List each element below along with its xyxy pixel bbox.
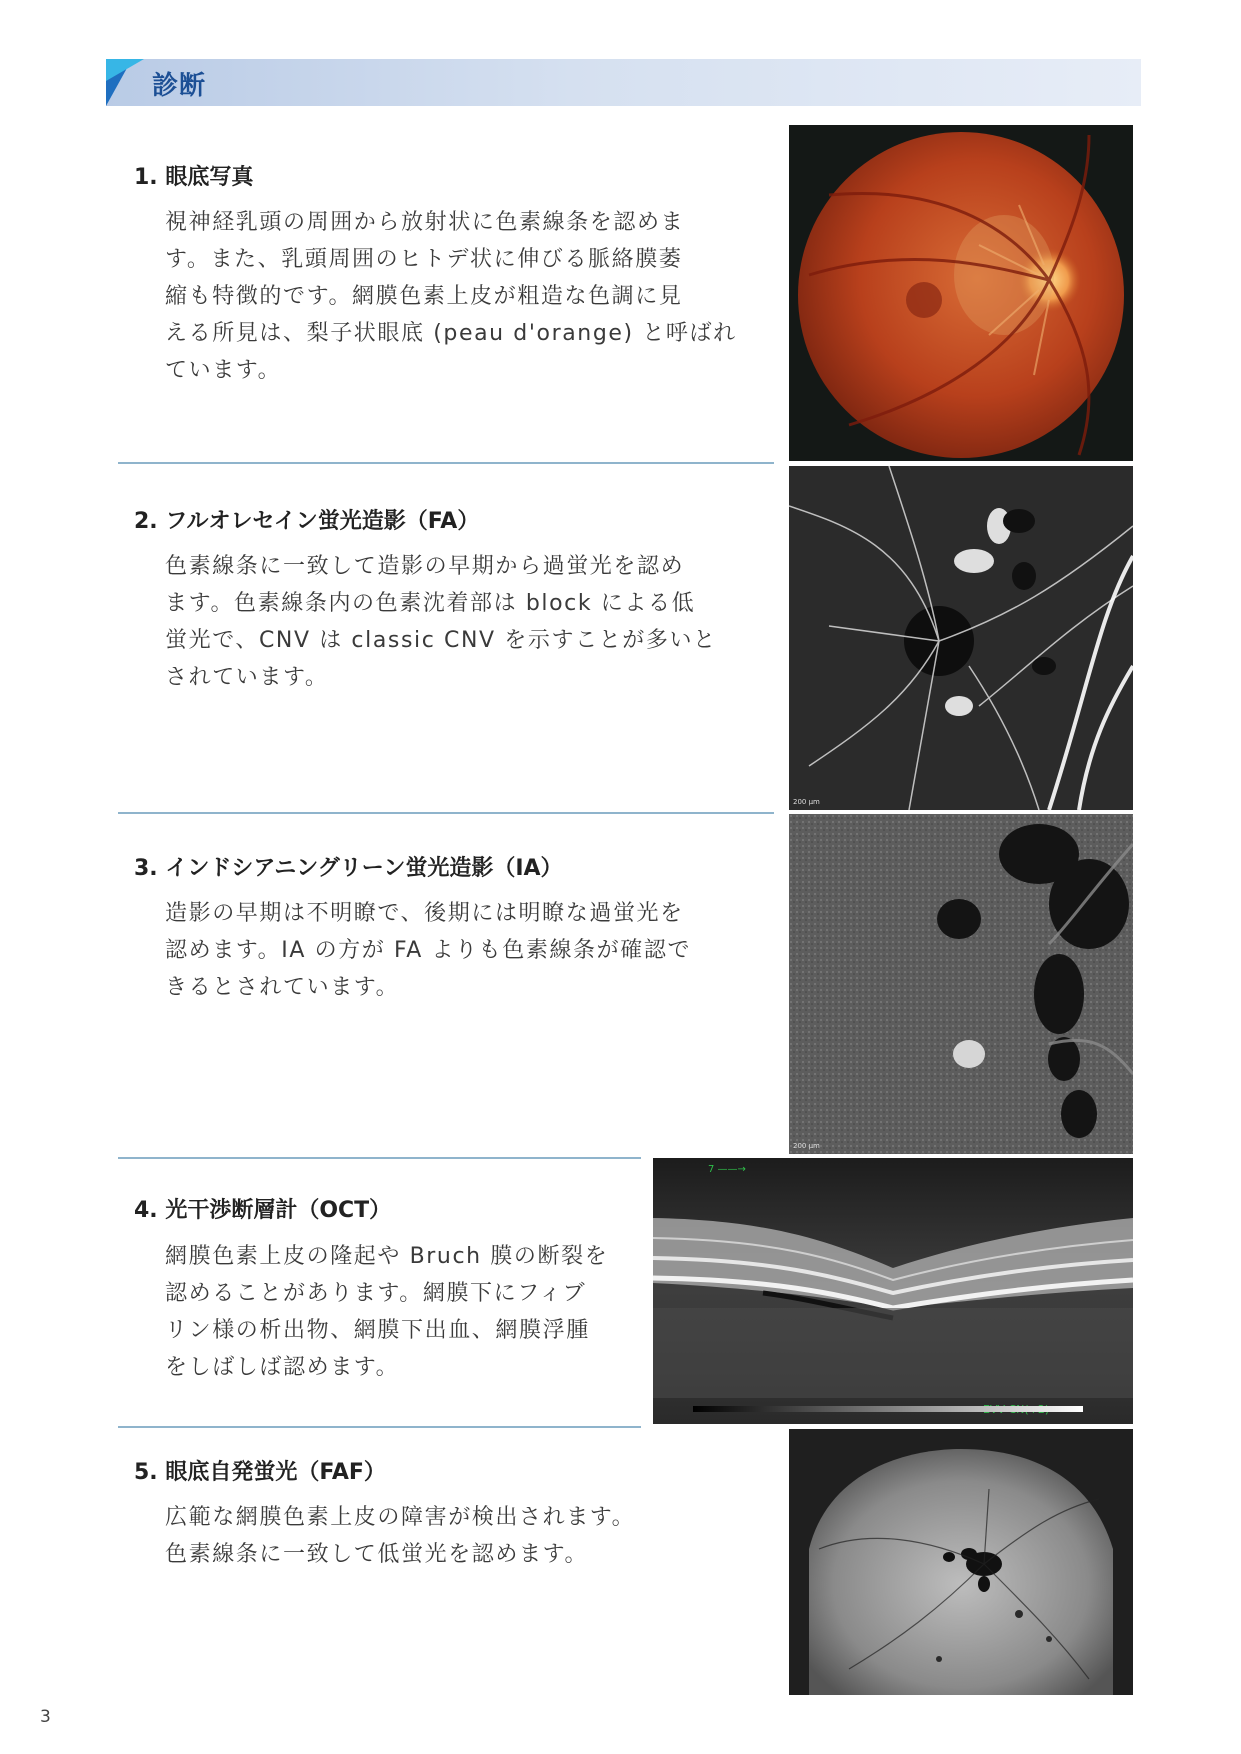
- section-5-title: 5. 眼底自発蛍光（FAF）: [134, 1460, 386, 1485]
- section-divider: [118, 1426, 641, 1428]
- body-line: をしばしば認めます。: [165, 1355, 400, 1380]
- fundus-autofluorescence-icon: [789, 1429, 1133, 1695]
- header-title: 診断: [152, 71, 207, 101]
- section-header: [106, 59, 1141, 106]
- section-divider: [118, 812, 774, 814]
- header-accent-light: [106, 59, 144, 81]
- section-4-title: 4. 光干渉断層計（OCT）: [134, 1198, 392, 1223]
- page-number: 3: [40, 1707, 51, 1727]
- body-line: 色素線条に一致して低蛍光を認めます。: [165, 1542, 589, 1567]
- section-1-body: [165, 204, 737, 389]
- body-line: リン様の析出物、網膜下出血、網膜浮腫: [165, 1318, 590, 1343]
- body-line: 造影の早期は不明瞭で、後期には明瞭な過蛍光を: [165, 901, 684, 926]
- fundus-photo-icon: [789, 125, 1133, 461]
- indocyanine-green-angiography-icon: 200 µm: [789, 814, 1133, 1154]
- oct-scan-icon: [653, 1158, 1133, 1424]
- section-divider: [118, 462, 774, 464]
- body-line: す。また、乳頭周囲のヒトデ状に伸びる脈絡膜萎: [165, 247, 683, 272]
- body-line: 縮も特徴的です。網膜色素上皮が粗造な色調に見: [165, 284, 683, 309]
- section-2-body: [165, 548, 717, 696]
- body-line: 蛍光で、CNV は classic CNV を示すことが多いと: [165, 628, 717, 653]
- fluorescein-angiography-icon: 200 µm: [789, 466, 1133, 810]
- body-line: 色素線条に一致して造影の早期から過蛍光を認め: [165, 554, 685, 579]
- section-2-title: 2. フルオレセイン蛍光造影（FA）: [134, 509, 480, 534]
- body-line: 網膜色素上皮の隆起や Bruch 膜の断裂を: [165, 1244, 609, 1269]
- section-1-title: 1. 眼底写真: [134, 165, 254, 190]
- body-line: 視神経乳頭の周囲から放射状に色素線条を認めま: [165, 210, 685, 235]
- body-line: 認めることがあります。網膜下にフィブ: [165, 1281, 587, 1306]
- svg-text:7 ——→: 7 ——→: [708, 1164, 746, 1175]
- section-5-body: [165, 1499, 635, 1573]
- body-line: ます。色素線条内の色素沈着部は block による低: [165, 591, 696, 616]
- section-divider: [118, 1157, 641, 1159]
- body-line: されています。: [165, 665, 329, 690]
- body-line: きるとされています。: [165, 975, 400, 1000]
- body-line: 広範な網膜色素上皮の障害が検出されます。: [165, 1505, 636, 1530]
- section-4-body: [165, 1238, 608, 1386]
- section-3-body: [165, 895, 691, 1006]
- section-3-title: 3. インドシアニングリーン蛍光造影（IA）: [134, 856, 563, 881]
- body-line: える所見は、梨子状眼底 (peau d'orange) と呼ばれ: [165, 321, 737, 346]
- body-line: 認めます。IA の方が FA よりも色素線条が確認で: [165, 938, 692, 963]
- body-line: ています。: [165, 358, 282, 383]
